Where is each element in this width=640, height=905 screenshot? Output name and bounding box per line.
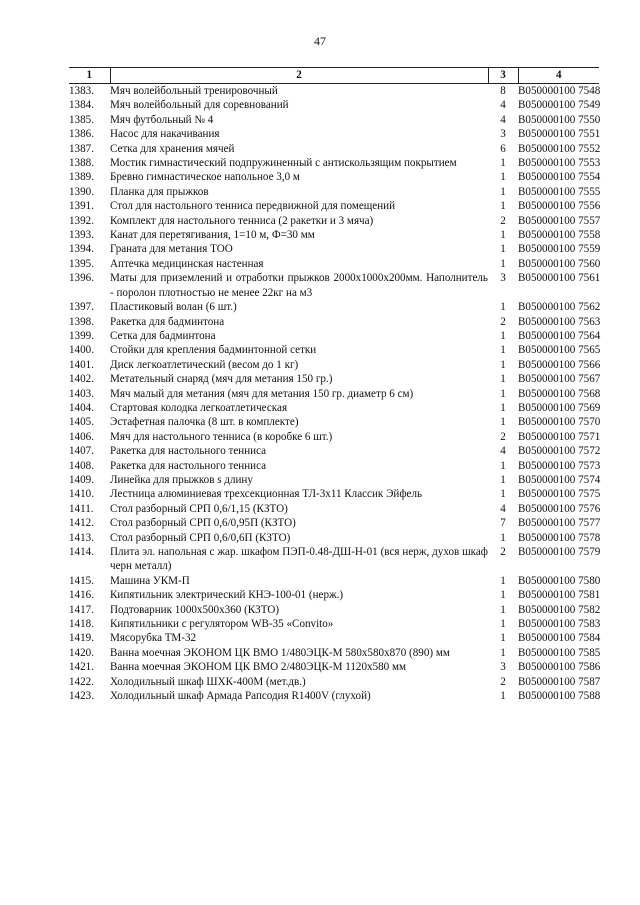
table-row xyxy=(69,689,599,703)
item-name: Насос для накачивания xyxy=(110,128,220,141)
item-code: B050000100 7567 xyxy=(518,373,601,386)
table-row xyxy=(69,170,599,184)
item-quantity: 3 xyxy=(500,128,506,141)
item-name: Пластиковый волан (6 шт.) xyxy=(110,301,237,314)
item-quantity: 8 xyxy=(500,85,506,97)
item-name: Линейка для прыжков s длину xyxy=(110,473,253,486)
column-header-name: 2 xyxy=(110,68,488,84)
page-number: 47 xyxy=(314,34,326,48)
item-name: Холодильный шкаф Армада Рапсодия R1400V (глухой) xyxy=(110,690,371,703)
item-quantity: 2 xyxy=(500,315,506,328)
table-row xyxy=(69,430,599,444)
item-code: B050000100 7586 xyxy=(518,661,601,674)
table-row xyxy=(69,387,599,401)
item-quantity: 1 xyxy=(500,387,506,400)
row-number: 1403. xyxy=(69,387,94,400)
row-number: 1383. xyxy=(69,85,94,97)
item-code: B050000100 7580 xyxy=(518,574,601,587)
table-row xyxy=(69,675,599,689)
item-code: B050000100 7548 xyxy=(518,85,601,97)
row-number: 1393. xyxy=(69,229,94,242)
item-code: B050000100 7573 xyxy=(518,459,601,472)
item-name: Мяч для настольного тенниса (в коробке 6 шт.) xyxy=(110,430,333,443)
item-quantity: 1 xyxy=(500,157,506,170)
row-number: 1406. xyxy=(69,430,94,443)
row-number: 1413. xyxy=(69,531,94,544)
table-row xyxy=(69,358,599,372)
item-code: B050000100 7581 xyxy=(518,589,601,602)
table-row xyxy=(69,646,599,660)
row-number: 1394. xyxy=(69,243,94,256)
table-row xyxy=(69,531,599,545)
table-row xyxy=(69,156,599,170)
item-quantity: 1 xyxy=(500,574,506,587)
item-quantity: 2 xyxy=(500,546,506,558)
item-code: B050000100 7554 xyxy=(518,171,601,184)
item-code: B050000100 7564 xyxy=(518,329,601,342)
item-name: Комплект для настольного тенниса (2 ракетки и 3 мяча) xyxy=(110,214,374,227)
row-number: 1415. xyxy=(69,574,94,587)
table-row xyxy=(69,502,599,516)
item-code: B050000100 7584 xyxy=(518,632,601,645)
item-quantity: 1 xyxy=(500,416,506,429)
item-code: B050000100 7587 xyxy=(518,675,601,688)
item-quantity: 1 xyxy=(500,632,506,645)
table-row xyxy=(69,617,599,631)
item-code: B050000100 7568 xyxy=(518,387,601,400)
item-quantity: 2 xyxy=(500,675,506,688)
item-code: B050000100 7585 xyxy=(518,646,601,659)
table-row xyxy=(69,588,599,602)
item-code: B050000100 7575 xyxy=(518,488,601,501)
row-number: 1401. xyxy=(69,358,94,371)
item-code: B050000100 7577 xyxy=(518,517,601,530)
row-number: 1402. xyxy=(69,373,94,386)
item-quantity: 1 xyxy=(500,373,506,386)
item-quantity: 1 xyxy=(500,459,506,472)
item-code: B050000100 7565 xyxy=(518,344,601,357)
table-row xyxy=(69,660,599,674)
item-name: Стойки для крепления бадминтонной сетки xyxy=(110,344,317,357)
item-quantity: 1 xyxy=(500,329,506,342)
table-row xyxy=(69,300,599,314)
item-code: B050000100 7557 xyxy=(518,214,601,227)
table-row xyxy=(69,574,599,588)
item-name: Стол для настольного тенниса передвижной для помещений xyxy=(110,200,396,213)
item-name: Стартовая колодка легкоатлетическая xyxy=(110,401,288,414)
item-quantity: 1 xyxy=(500,358,506,371)
item-code: B050000100 7555 xyxy=(518,185,601,198)
item-name: Диск легкоатлетический (весом до 1 кг) xyxy=(110,358,299,371)
table-row xyxy=(69,444,599,458)
item-name: Мясорубка ТМ-32 xyxy=(110,632,197,645)
item-quantity: 4 xyxy=(500,99,506,112)
row-number: 1400. xyxy=(69,344,94,357)
item-quantity: 1 xyxy=(500,603,506,616)
table-row xyxy=(69,343,599,357)
item-quantity: 1 xyxy=(500,257,506,270)
item-name: Кипятильники с регулятором WB-35 «Convito» xyxy=(110,618,334,631)
item-quantity: 3 xyxy=(500,661,506,674)
item-code: B050000100 7550 xyxy=(518,113,601,126)
table-row xyxy=(69,545,599,574)
item-quantity: 1 xyxy=(500,229,506,242)
row-number: 1416. xyxy=(69,589,94,602)
table-row xyxy=(69,98,599,112)
item-quantity: 1 xyxy=(500,171,506,184)
table-row xyxy=(69,113,599,127)
item-quantity: 3 xyxy=(500,272,506,285)
item-quantity: 1 xyxy=(500,589,506,602)
item-code: B050000100 7562 xyxy=(518,301,601,314)
row-number: 1384. xyxy=(69,99,94,112)
item-code: B050000100 7576 xyxy=(518,502,601,515)
row-number: 1407. xyxy=(69,445,94,458)
item-code: B050000100 7549 xyxy=(518,99,601,112)
table-row xyxy=(69,185,599,199)
item-name: Ракетка для настольного тенниса xyxy=(110,459,267,472)
item-name: Эстафетная палочка (8 шт. в комплекте) xyxy=(110,416,299,429)
item-code: B050000100 7571 xyxy=(518,430,601,443)
row-number: 1419. xyxy=(69,632,94,645)
item-name: Мяч волейбольный для соревнований xyxy=(110,99,289,112)
row-number: 1411. xyxy=(69,502,94,515)
item-name: Канат для перетягивания, 1=10 м, Ф=30 мм xyxy=(110,229,315,242)
table-row xyxy=(69,142,599,156)
row-number: 1414. xyxy=(69,546,94,558)
item-code: B050000100 7566 xyxy=(518,358,601,371)
item-quantity: 6 xyxy=(500,142,506,155)
row-number: 1409. xyxy=(69,473,94,486)
table-row xyxy=(69,631,599,645)
item-name: Сетка для бадминтона xyxy=(110,329,216,342)
item-code: B050000100 7572 xyxy=(518,445,601,458)
item-quantity: 2 xyxy=(500,430,506,443)
column-header-code: 4 xyxy=(518,68,599,84)
row-number: 1390. xyxy=(69,185,94,198)
item-name: Ванна моечная ЭКОНОМ ЦК ВМО 1/480ЭЦК-М 580х580х870 (890) мм xyxy=(110,646,450,659)
row-number: 1410. xyxy=(69,488,94,501)
item-quantity: 1 xyxy=(500,473,506,486)
table-row xyxy=(69,459,599,473)
item-quantity: 1 xyxy=(500,531,506,544)
item-name: Метательный снаряд (мяч для метания 150 гр.) xyxy=(110,373,333,386)
row-number: 1389. xyxy=(69,171,94,184)
item-quantity: 1 xyxy=(500,646,506,659)
table-row xyxy=(69,199,599,213)
row-number: 1395. xyxy=(69,257,94,270)
item-quantity: 7 xyxy=(500,517,506,530)
item-name: Подтоварник 1000х500х360 (КЗТО) xyxy=(110,603,280,616)
item-name: Ракетка для бадминтона xyxy=(110,315,225,328)
item-code: B050000100 7553 xyxy=(518,157,601,170)
table-row xyxy=(69,228,599,242)
item-name: Мостик гимнастический подпружиненный с антискользящим покрытием xyxy=(110,157,457,170)
item-quantity: 1 xyxy=(500,344,506,357)
row-number: 1392. xyxy=(69,214,94,227)
item-name: Стол разборный СРП 0,6/0,95П (КЗТО) xyxy=(110,517,296,530)
item-name: Мяч малый для метания (мяч для метания 150 гр. диаметр 6 см) xyxy=(110,387,414,400)
item-quantity: 1 xyxy=(500,690,506,703)
table-row xyxy=(69,473,599,487)
item-code: B050000100 7552 xyxy=(518,142,601,155)
item-code: B050000100 7556 xyxy=(518,200,601,213)
table-row xyxy=(69,372,599,386)
row-number: 1418. xyxy=(69,618,94,631)
table-header-row xyxy=(69,68,599,84)
item-code: B050000100 7579 xyxy=(518,546,601,558)
item-code: B050000100 7574 xyxy=(518,473,601,486)
column-header-quantity: 3 xyxy=(488,68,518,84)
item-quantity: 4 xyxy=(500,502,506,515)
table-row xyxy=(69,401,599,415)
table-row xyxy=(69,315,599,329)
item-name: Бревно гимнастическое напольное 3,0 м xyxy=(110,171,300,184)
item-name: Ракетка для настольного тенниса xyxy=(110,445,267,458)
item-quantity: 2 xyxy=(500,214,506,227)
row-number: 1398. xyxy=(69,315,94,328)
inventory-table xyxy=(69,67,599,703)
item-quantity: 4 xyxy=(500,445,506,458)
row-number: 1404. xyxy=(69,401,94,414)
row-number: 1397. xyxy=(69,301,94,314)
table-row xyxy=(69,257,599,271)
table-row xyxy=(69,127,599,141)
item-code: B050000100 7582 xyxy=(518,603,601,616)
row-number: 1412. xyxy=(69,517,94,530)
item-name: Мяч футбольный № 4 xyxy=(110,113,214,126)
item-code: B050000100 7560 xyxy=(518,257,601,270)
item-name: Стол разборный СРП 0,6/1,15 (КЗТО) xyxy=(110,502,288,515)
item-name: Кипятильник электрический КНЭ-100-01 (нерж.) xyxy=(110,589,344,602)
item-quantity: 1 xyxy=(500,243,506,256)
row-number: 1391. xyxy=(69,200,94,213)
item-code: B050000100 7561 xyxy=(518,272,601,285)
item-name: Холодильный шкаф ШХК-400М (мет.дв.) xyxy=(110,675,306,688)
table-body xyxy=(69,84,599,704)
row-number: 1422. xyxy=(69,675,94,688)
row-number: 1421. xyxy=(69,661,94,674)
item-name: Мяч волейбольный тренировочный xyxy=(110,85,278,97)
item-quantity: 1 xyxy=(500,401,506,414)
row-number: 1387. xyxy=(69,142,94,155)
table-row xyxy=(69,516,599,530)
row-number: 1388. xyxy=(69,157,94,170)
item-name: Машина УКМ-П xyxy=(110,574,190,587)
item-code: B050000100 7551 xyxy=(518,128,601,141)
column-header-number: 1 xyxy=(69,68,110,84)
item-name: Стол разборный СРП 0,6/0,6П (КЗТО) xyxy=(110,531,291,544)
row-number: 1417. xyxy=(69,603,94,616)
item-name: Сетка для хранения мячей xyxy=(110,142,235,155)
item-name: Маты для приземлений и отработки прыжков 2000х1000х200мм. Наполнитель - поролон плотностью не менее 22кг на м3 xyxy=(110,272,488,299)
item-code: B050000100 7558 xyxy=(518,229,601,242)
item-name: Планка для прыжков xyxy=(110,185,209,198)
table-row xyxy=(69,415,599,429)
table-row xyxy=(69,84,599,99)
item-name: Плита эл. напольная с жар. шкафом ПЭП-0.48-ДШ-Н-01 (вся нерж, духов шкаф черн металл) xyxy=(110,546,488,573)
row-number: 1423. xyxy=(69,690,94,703)
item-code: B050000100 7559 xyxy=(518,243,601,256)
item-name: Граната для метания ТОО xyxy=(110,243,233,256)
item-name: Ванна моечная ЭКОНОМ ЦК ВМО 2/480ЭЦК-М 1120х580 мм xyxy=(110,661,407,674)
row-number: 1386. xyxy=(69,128,94,141)
item-code: B050000100 7588 xyxy=(518,690,601,703)
item-quantity: 1 xyxy=(500,200,506,213)
item-quantity: 1 xyxy=(500,488,506,501)
row-number: 1405. xyxy=(69,416,94,429)
table-row xyxy=(69,242,599,256)
row-number: 1399. xyxy=(69,329,94,342)
item-name: Аптечка медицинская настенная xyxy=(110,257,264,270)
item-quantity: 1 xyxy=(500,618,506,631)
table-row xyxy=(69,487,599,501)
item-quantity: 1 xyxy=(500,301,506,314)
row-number: 1408. xyxy=(69,459,94,472)
row-number: 1420. xyxy=(69,646,94,659)
table-row xyxy=(69,603,599,617)
item-code: B050000100 7578 xyxy=(518,531,601,544)
table-row xyxy=(69,214,599,228)
item-code: B050000100 7583 xyxy=(518,618,601,631)
row-number: 1396. xyxy=(69,272,94,285)
item-quantity: 4 xyxy=(500,113,506,126)
table-row xyxy=(69,329,599,343)
item-quantity: 1 xyxy=(500,185,506,198)
item-code: B050000100 7570 xyxy=(518,416,601,429)
row-number: 1385. xyxy=(69,113,94,126)
item-code: B050000100 7563 xyxy=(518,315,601,328)
table-row xyxy=(69,271,599,300)
item-code: B050000100 7569 xyxy=(518,401,601,414)
item-name: Лестница алюминиевая трехсекционная ТЛ-3х11 Классик Эйфель xyxy=(110,488,423,501)
